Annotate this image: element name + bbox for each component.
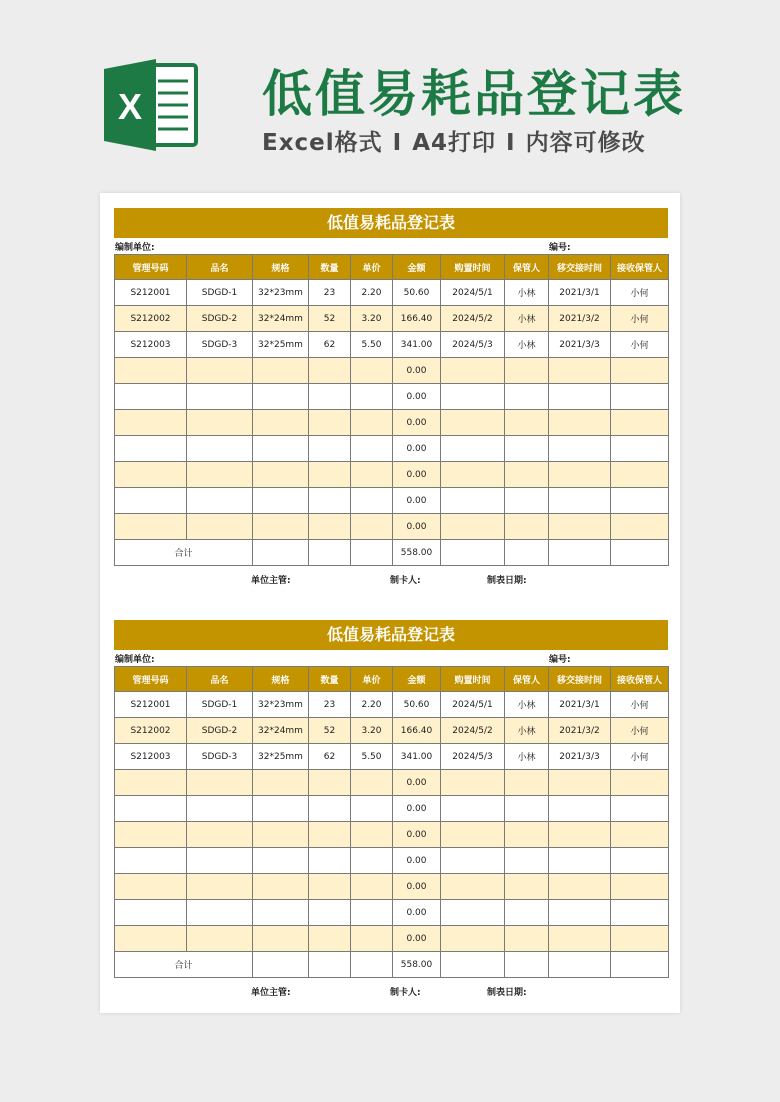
cell-keeper[interactable]	[505, 796, 549, 822]
cell-name[interactable]	[187, 436, 253, 462]
column-header-code: 管理号码	[115, 667, 187, 692]
cell-amount[interactable]: 0.00	[393, 488, 441, 514]
cell-keeper[interactable]: 小林	[505, 306, 549, 332]
cell-name[interactable]	[187, 900, 253, 926]
cell-qty[interactable]: 52	[309, 306, 351, 332]
total-empty-cell	[549, 540, 611, 566]
cell-qty[interactable]: 23	[309, 280, 351, 306]
cell-amount[interactable]: 50.60	[393, 692, 441, 718]
cell-price[interactable]	[351, 488, 393, 514]
table-row	[115, 280, 669, 306]
total-empty-cell	[253, 952, 309, 978]
cell-qty[interactable]	[309, 926, 351, 952]
total-empty-cell	[441, 540, 505, 566]
table-row	[115, 514, 669, 540]
table-row	[115, 770, 669, 796]
cell-qty[interactable]: 62	[309, 332, 351, 358]
subtitle-separator: I	[506, 130, 516, 156]
cell-qty[interactable]	[309, 874, 351, 900]
cell-name[interactable]	[187, 926, 253, 952]
total-empty-cell	[611, 952, 669, 978]
cell-purchase-date[interactable]: 2024/5/1	[441, 692, 505, 718]
column-header-amount: 金额	[393, 255, 441, 280]
column-header-receiver: 接收保管人	[611, 667, 669, 692]
cell-qty[interactable]	[309, 384, 351, 410]
total-empty-cell	[309, 952, 351, 978]
cell-price[interactable]	[351, 462, 393, 488]
cell-qty[interactable]	[309, 822, 351, 848]
cell-keeper[interactable]	[505, 848, 549, 874]
table-row	[115, 306, 669, 332]
cell-price[interactable]: 2.20	[351, 280, 393, 306]
cell-keeper[interactable]: 小林	[505, 744, 549, 770]
cell-price[interactable]: 3.20	[351, 718, 393, 744]
cell-qty[interactable]: 52	[309, 718, 351, 744]
subtitle-editable: 内容可修改	[525, 130, 646, 156]
cell-qty[interactable]: 62	[309, 744, 351, 770]
register-form-2	[114, 620, 668, 1000]
cell-name[interactable]	[187, 384, 253, 410]
cell-spec[interactable]	[253, 900, 309, 926]
card-maker-label: 制卡人:	[390, 988, 421, 998]
cell-receiver[interactable]: 小何	[611, 280, 669, 306]
cell-handover-date[interactable]	[549, 926, 611, 952]
cell-qty[interactable]	[309, 848, 351, 874]
cell-spec[interactable]	[253, 874, 309, 900]
cell-receiver[interactable]	[611, 822, 669, 848]
cell-handover-date[interactable]	[549, 384, 611, 410]
cell-spec[interactable]	[253, 770, 309, 796]
form-title: 低值易耗品登记表	[114, 208, 668, 238]
cell-spec[interactable]: 32*23mm	[253, 280, 309, 306]
number-label: 编号:	[549, 655, 571, 665]
total-empty-cell	[505, 952, 549, 978]
cell-keeper[interactable]	[505, 436, 549, 462]
cell-spec[interactable]: 32*23mm	[253, 692, 309, 718]
cell-receiver[interactable]: 小何	[611, 306, 669, 332]
cell-receiver[interactable]: 小何	[611, 332, 669, 358]
cell-code[interactable]	[115, 848, 187, 874]
cell-code[interactable]	[115, 874, 187, 900]
cell-purchase-date[interactable]	[441, 436, 505, 462]
unit-label: 编制单位:	[115, 655, 155, 665]
table-row	[115, 874, 669, 900]
cell-purchase-date[interactable]	[441, 900, 505, 926]
cell-receiver[interactable]	[611, 384, 669, 410]
cell-amount[interactable]: 0.00	[393, 874, 441, 900]
subtitle-format: Excel格式	[262, 130, 383, 156]
cell-qty[interactable]	[309, 436, 351, 462]
cell-name[interactable]	[187, 822, 253, 848]
table-row	[115, 692, 669, 718]
cell-code[interactable]	[115, 900, 187, 926]
cell-spec[interactable]	[253, 384, 309, 410]
cell-handover-date[interactable]	[549, 822, 611, 848]
cell-receiver[interactable]	[611, 796, 669, 822]
cell-handover-date[interactable]: 2021/3/3	[549, 744, 611, 770]
cell-keeper[interactable]: 小林	[505, 332, 549, 358]
cell-name[interactable]: SDGD-1	[187, 692, 253, 718]
cell-keeper[interactable]: 小林	[505, 692, 549, 718]
cell-handover-date[interactable]	[549, 358, 611, 384]
unit-label: 编制单位:	[115, 243, 155, 253]
cell-handover-date[interactable]: 2021/3/1	[549, 280, 611, 306]
cell-handover-date[interactable]	[549, 514, 611, 540]
cell-price[interactable]	[351, 514, 393, 540]
cell-handover-date[interactable]	[549, 900, 611, 926]
cell-qty[interactable]	[309, 770, 351, 796]
page-header	[0, 0, 780, 180]
total-empty-cell	[611, 540, 669, 566]
cell-name[interactable]	[187, 848, 253, 874]
cell-code[interactable]	[115, 796, 187, 822]
total-amount: 558.00	[393, 952, 441, 978]
column-header-name: 品名	[187, 667, 253, 692]
subtitle	[262, 124, 646, 157]
cell-price[interactable]	[351, 796, 393, 822]
cell-code[interactable]: S212003	[115, 744, 187, 770]
table-row	[115, 462, 669, 488]
cell-handover-date[interactable]: 2021/3/1	[549, 692, 611, 718]
form-title: 低值易耗品登记表	[114, 620, 668, 650]
cell-handover-date[interactable]	[549, 436, 611, 462]
cell-price[interactable]	[351, 900, 393, 926]
column-header-spec: 规格	[253, 255, 309, 280]
cell-purchase-date[interactable]	[441, 796, 505, 822]
cell-purchase-date[interactable]: 2024/5/3	[441, 332, 505, 358]
cell-qty[interactable]	[309, 900, 351, 926]
table-row	[115, 384, 669, 410]
cell-name[interactable]	[187, 796, 253, 822]
cell-keeper[interactable]	[505, 822, 549, 848]
cell-price[interactable]: 5.50	[351, 744, 393, 770]
cell-handover-date[interactable]: 2021/3/2	[549, 718, 611, 744]
cell-qty[interactable]	[309, 358, 351, 384]
cell-receiver[interactable]	[611, 770, 669, 796]
subtitle-separator: I	[392, 130, 403, 156]
cell-price[interactable]: 5.50	[351, 332, 393, 358]
cell-code[interactable]	[115, 770, 187, 796]
table-row	[115, 926, 669, 952]
document-page	[100, 193, 680, 1013]
cell-amount[interactable]: 341.00	[393, 332, 441, 358]
logo-letter: X	[117, 86, 143, 127]
column-header-name: 品名	[187, 255, 253, 280]
cell-receiver[interactable]	[611, 900, 669, 926]
cell-receiver[interactable]: 小何	[611, 718, 669, 744]
cell-keeper[interactable]	[505, 926, 549, 952]
cell-receiver[interactable]	[611, 436, 669, 462]
cell-name[interactable]	[187, 874, 253, 900]
table-row	[115, 744, 669, 770]
cell-amount[interactable]: 166.40	[393, 306, 441, 332]
register-form-1	[114, 208, 668, 588]
table-row	[115, 488, 669, 514]
cell-purchase-date[interactable]	[441, 462, 505, 488]
cell-keeper[interactable]	[505, 384, 549, 410]
cell-handover-date[interactable]	[549, 874, 611, 900]
cell-purchase-date[interactable]	[441, 384, 505, 410]
cell-handover-date[interactable]	[549, 410, 611, 436]
cell-spec[interactable]	[253, 822, 309, 848]
cell-code[interactable]: S212001	[115, 692, 187, 718]
card-maker-label: 制卡人:	[390, 576, 421, 586]
cell-purchase-date[interactable]	[441, 410, 505, 436]
column-header-spec: 规格	[253, 667, 309, 692]
cell-code[interactable]	[115, 488, 187, 514]
table-header-row	[115, 667, 669, 692]
cell-purchase-date[interactable]: 2024/5/3	[441, 744, 505, 770]
cell-receiver[interactable]	[611, 488, 669, 514]
cell-spec[interactable]	[253, 796, 309, 822]
cell-price[interactable]	[351, 384, 393, 410]
cell-handover-date[interactable]: 2021/3/3	[549, 332, 611, 358]
cell-code[interactable]	[115, 436, 187, 462]
column-header-receiver: 接收保管人	[611, 255, 669, 280]
cell-purchase-date[interactable]	[441, 514, 505, 540]
main-title: 低值易耗品登记表	[262, 65, 686, 123]
cell-receiver[interactable]: 小何	[611, 744, 669, 770]
cell-purchase-date[interactable]	[441, 770, 505, 796]
cell-amount[interactable]: 0.00	[393, 770, 441, 796]
cell-name[interactable]	[187, 514, 253, 540]
cell-price[interactable]	[351, 822, 393, 848]
cell-purchase-date[interactable]	[441, 848, 505, 874]
cell-spec[interactable]: 32*24mm	[253, 306, 309, 332]
cell-keeper[interactable]	[505, 358, 549, 384]
total-empty-cell	[351, 952, 393, 978]
column-header-code: 管理号码	[115, 255, 187, 280]
cell-amount[interactable]: 0.00	[393, 514, 441, 540]
cell-amount[interactable]: 0.00	[393, 462, 441, 488]
table-row	[115, 900, 669, 926]
cell-amount[interactable]: 0.00	[393, 822, 441, 848]
cell-keeper[interactable]: 小林	[505, 718, 549, 744]
cell-price[interactable]	[351, 358, 393, 384]
cell-amount[interactable]: 0.00	[393, 848, 441, 874]
cell-name[interactable]: SDGD-1	[187, 280, 253, 306]
cell-name[interactable]	[187, 410, 253, 436]
cell-keeper[interactable]	[505, 462, 549, 488]
cell-purchase-date[interactable]: 2024/5/2	[441, 718, 505, 744]
table-row	[115, 848, 669, 874]
cell-spec[interactable]: 32*25mm	[253, 332, 309, 358]
cell-handover-date[interactable]	[549, 488, 611, 514]
cell-code[interactable]	[115, 462, 187, 488]
cell-price[interactable]	[351, 436, 393, 462]
form-meta-row	[114, 650, 668, 666]
column-header-purchase-date: 购置时间	[441, 255, 505, 280]
cell-qty[interactable]	[309, 462, 351, 488]
register-table	[114, 254, 669, 566]
supervisor-label: 单位主管:	[251, 576, 291, 586]
cell-handover-date[interactable]	[549, 848, 611, 874]
column-header-handover-date: 移交接时间	[549, 667, 611, 692]
cell-price[interactable]	[351, 874, 393, 900]
cell-handover-date[interactable]	[549, 796, 611, 822]
cell-spec[interactable]	[253, 848, 309, 874]
cell-keeper[interactable]	[505, 410, 549, 436]
total-empty-cell	[309, 540, 351, 566]
cell-amount[interactable]: 341.00	[393, 744, 441, 770]
cell-name[interactable]	[187, 462, 253, 488]
cell-qty[interactable]	[309, 796, 351, 822]
cell-receiver[interactable]: 小何	[611, 692, 669, 718]
cell-qty[interactable]	[309, 410, 351, 436]
cell-spec[interactable]	[253, 514, 309, 540]
number-label: 编号:	[549, 243, 571, 253]
cell-receiver[interactable]	[611, 410, 669, 436]
cell-code[interactable]: S212003	[115, 332, 187, 358]
cell-receiver[interactable]	[611, 514, 669, 540]
cell-price[interactable]	[351, 848, 393, 874]
cell-keeper[interactable]	[505, 514, 549, 540]
cell-price[interactable]	[351, 926, 393, 952]
column-header-keeper: 保管人	[505, 667, 549, 692]
column-header-price: 单价	[351, 667, 393, 692]
cell-handover-date[interactable]	[549, 462, 611, 488]
cell-keeper[interactable]: 小林	[505, 280, 549, 306]
column-header-price: 单价	[351, 255, 393, 280]
cell-amount[interactable]: 0.00	[393, 410, 441, 436]
cell-qty[interactable]	[309, 514, 351, 540]
cell-code[interactable]	[115, 358, 187, 384]
subtitle-print: A4打印	[412, 130, 497, 156]
cell-price[interactable]: 2.20	[351, 692, 393, 718]
total-empty-cell	[351, 540, 393, 566]
table-row	[115, 332, 669, 358]
cell-code[interactable]	[115, 926, 187, 952]
total-label: 合计	[115, 952, 253, 978]
cell-receiver[interactable]	[611, 926, 669, 952]
table-row	[115, 436, 669, 462]
total-empty-cell	[549, 952, 611, 978]
column-header-keeper: 保管人	[505, 255, 549, 280]
cell-name[interactable]	[187, 770, 253, 796]
cell-receiver[interactable]	[611, 462, 669, 488]
cell-name[interactable]: SDGD-2	[187, 306, 253, 332]
column-header-qty: 数量	[309, 255, 351, 280]
cell-amount[interactable]: 50.60	[393, 280, 441, 306]
cell-spec[interactable]: 32*24mm	[253, 718, 309, 744]
cell-spec[interactable]	[253, 410, 309, 436]
form-footer	[114, 978, 668, 1000]
cell-keeper[interactable]	[505, 770, 549, 796]
register-table	[114, 666, 669, 978]
cell-spec[interactable]	[253, 358, 309, 384]
cell-amount[interactable]: 166.40	[393, 718, 441, 744]
total-row	[115, 540, 669, 566]
cell-code[interactable]: S212002	[115, 718, 187, 744]
table-header-row	[115, 255, 669, 280]
table-row	[115, 796, 669, 822]
cell-purchase-date[interactable]	[441, 358, 505, 384]
cell-spec[interactable]: 32*25mm	[253, 744, 309, 770]
cell-keeper[interactable]	[505, 900, 549, 926]
total-empty-cell	[253, 540, 309, 566]
cell-qty[interactable]	[309, 488, 351, 514]
table-row	[115, 410, 669, 436]
column-header-handover-date: 移交接时间	[549, 255, 611, 280]
cell-price[interactable]	[351, 770, 393, 796]
cell-amount[interactable]: 0.00	[393, 384, 441, 410]
column-header-purchase-date: 购置时间	[441, 667, 505, 692]
cell-name[interactable]: SDGD-3	[187, 332, 253, 358]
cell-purchase-date[interactable]	[441, 822, 505, 848]
table-row	[115, 718, 669, 744]
form-footer	[114, 566, 668, 588]
cell-name[interactable]	[187, 488, 253, 514]
cell-name[interactable]: SDGD-3	[187, 744, 253, 770]
supervisor-label: 单位主管:	[251, 988, 291, 998]
cell-name[interactable]: SDGD-2	[187, 718, 253, 744]
cell-receiver[interactable]	[611, 848, 669, 874]
cell-receiver[interactable]	[611, 358, 669, 384]
total-label: 合计	[115, 540, 253, 566]
cell-amount[interactable]: 0.00	[393, 926, 441, 952]
cell-amount[interactable]: 0.00	[393, 358, 441, 384]
cell-code[interactable]: S212001	[115, 280, 187, 306]
cell-code[interactable]	[115, 514, 187, 540]
date-label: 制表日期:	[487, 576, 527, 586]
cell-keeper[interactable]	[505, 874, 549, 900]
cell-handover-date[interactable]: 2021/3/2	[549, 306, 611, 332]
cell-spec[interactable]	[253, 436, 309, 462]
excel-logo-icon	[100, 55, 200, 155]
cell-code[interactable]: S212002	[115, 306, 187, 332]
total-empty-cell	[441, 952, 505, 978]
cell-name[interactable]	[187, 358, 253, 384]
cell-spec[interactable]	[253, 462, 309, 488]
total-amount: 558.00	[393, 540, 441, 566]
total-empty-cell	[505, 540, 549, 566]
cell-purchase-date[interactable]: 2024/5/2	[441, 306, 505, 332]
cell-price[interactable]	[351, 410, 393, 436]
table-row	[115, 358, 669, 384]
cell-purchase-date[interactable]	[441, 874, 505, 900]
cell-code[interactable]	[115, 410, 187, 436]
cell-spec[interactable]	[253, 488, 309, 514]
column-header-amount: 金额	[393, 667, 441, 692]
cell-code[interactable]	[115, 822, 187, 848]
cell-price[interactable]: 3.20	[351, 306, 393, 332]
form-meta-row	[114, 238, 668, 254]
cell-qty[interactable]: 23	[309, 692, 351, 718]
cell-purchase-date[interactable]	[441, 926, 505, 952]
cell-receiver[interactable]	[611, 874, 669, 900]
table-row	[115, 822, 669, 848]
cell-purchase-date[interactable]	[441, 488, 505, 514]
column-header-qty: 数量	[309, 667, 351, 692]
date-label: 制表日期:	[487, 988, 527, 998]
cell-keeper[interactable]	[505, 488, 549, 514]
cell-amount[interactable]: 0.00	[393, 900, 441, 926]
cell-purchase-date[interactable]: 2024/5/1	[441, 280, 505, 306]
cell-amount[interactable]: 0.00	[393, 796, 441, 822]
total-row	[115, 952, 669, 978]
cell-amount[interactable]: 0.00	[393, 436, 441, 462]
cell-code[interactable]	[115, 384, 187, 410]
cell-spec[interactable]	[253, 926, 309, 952]
cell-handover-date[interactable]	[549, 770, 611, 796]
